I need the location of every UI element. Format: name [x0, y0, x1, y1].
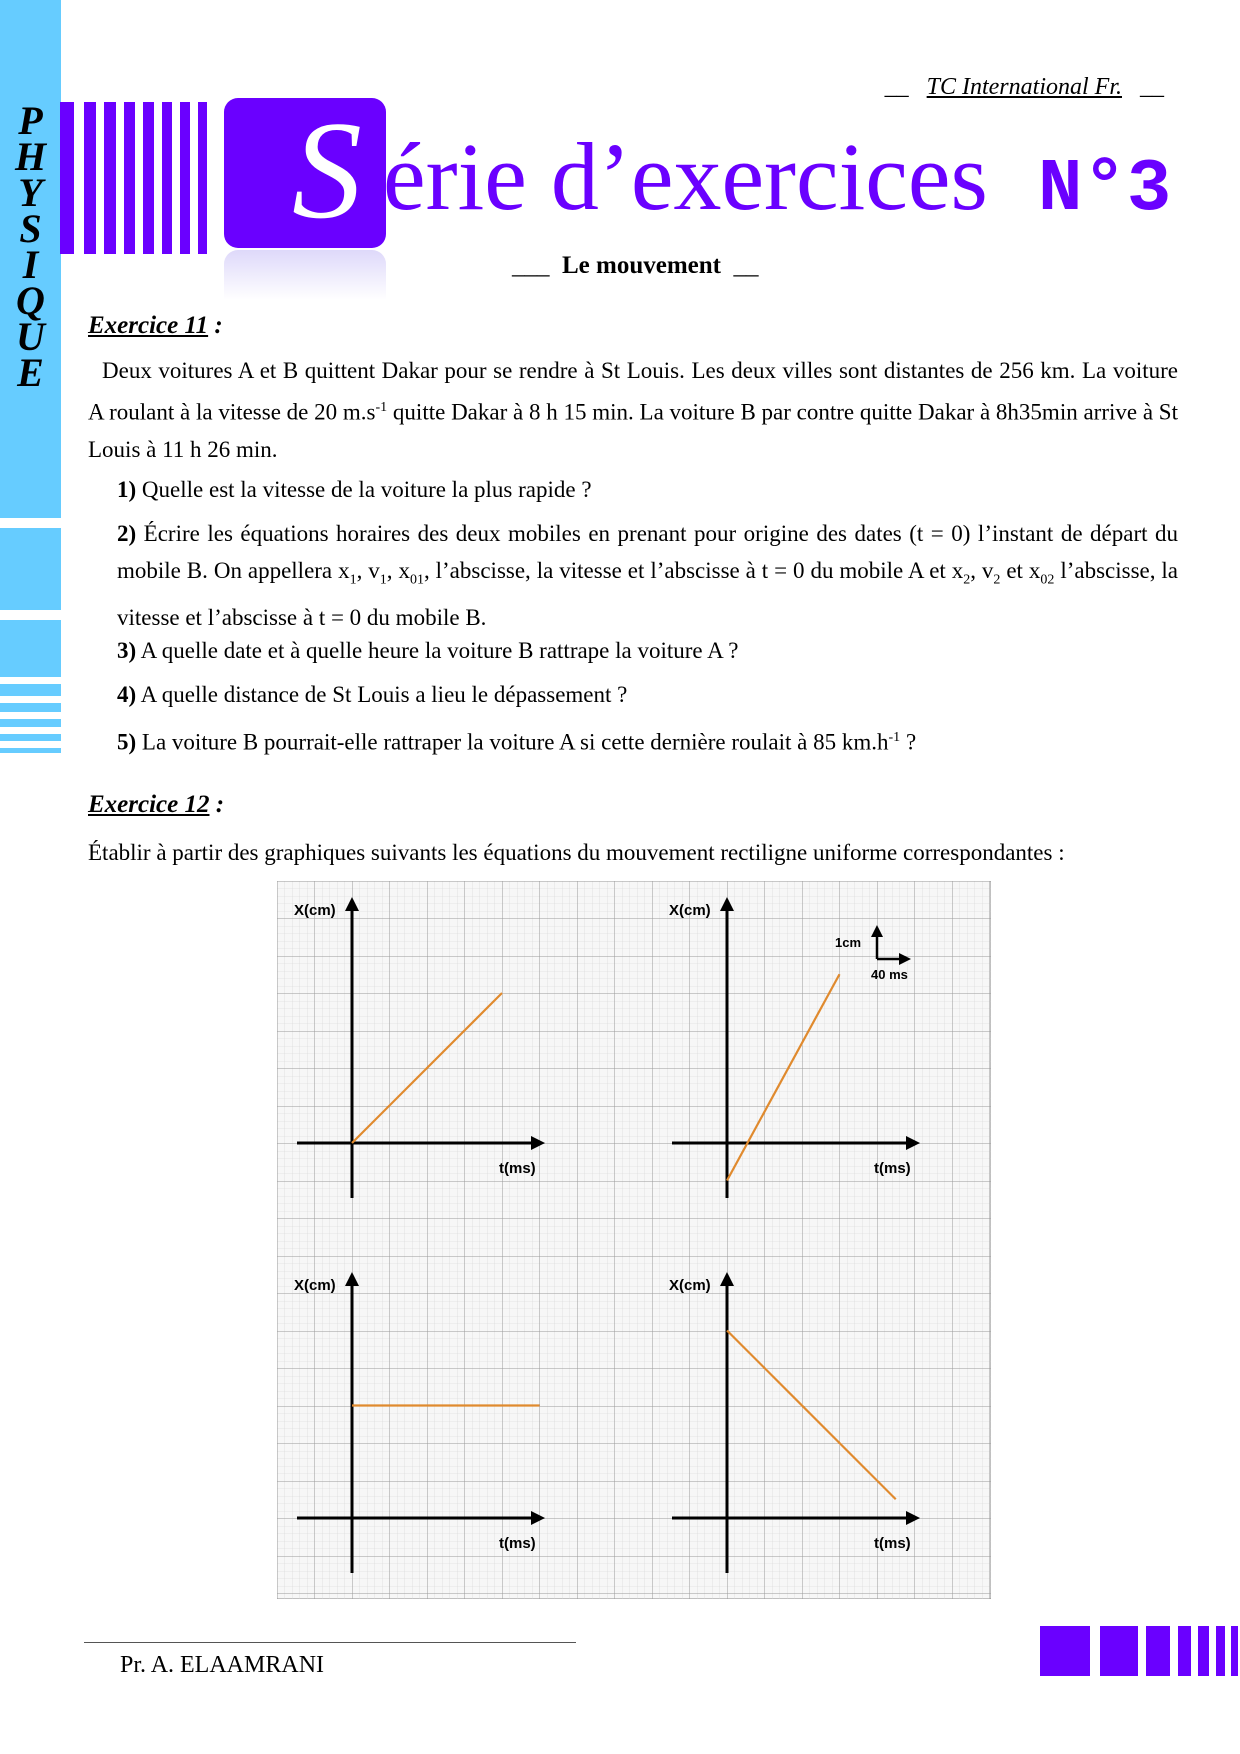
y-axis-label: X(cm): [669, 1277, 711, 1294]
y-axis-label: X(cm): [294, 1277, 336, 1294]
sidebar-block-1: [0, 528, 61, 610]
exercise-11-title: Exercice 11 :: [88, 312, 223, 339]
x-axis-label: t(ms): [874, 1160, 911, 1177]
title-reflection: [224, 250, 386, 300]
y-axis-label: X(cm): [294, 902, 336, 919]
scale-y-label: 1cm: [835, 935, 862, 950]
exercise-12-title: Exercice 12 :: [88, 791, 225, 818]
sidebar-letter: Y: [18, 170, 43, 215]
title-stripe: [143, 102, 154, 254]
scale-x-label: 40 ms: [871, 967, 908, 982]
title-stripe: [104, 102, 116, 254]
title-stripe: [198, 102, 207, 254]
footer-stripe: [1198, 1626, 1209, 1676]
series-number: N°3: [1038, 148, 1172, 232]
graph-grid: [277, 881, 991, 1599]
title-stripe: [162, 102, 172, 254]
title-initial: S: [292, 93, 362, 248]
sidebar-letter: H: [14, 134, 47, 179]
sidebar-letter: P: [18, 98, 43, 143]
title-stripe: [124, 102, 135, 254]
question-5: 5) La voiture B pourrait-elle rattraper la voiture A si cette dernière roulait à 85 $km.h^{-1}$ ?: [117, 729, 917, 755]
footer-stripe: [1216, 1626, 1225, 1676]
graphs-figure: [277, 881, 991, 1599]
sidebar-letter: U: [16, 314, 45, 359]
page-title: érie d’exercices: [383, 123, 988, 230]
sidebar-stripe-2: [0, 703, 61, 712]
exercise-12-instruction: Établir à partir des graphiques suivants les équations du mouvement rectiligne uniforme correspondantes :: [88, 840, 1065, 865]
title-stripe: [60, 102, 74, 254]
sidebar-letter: E: [17, 350, 44, 395]
footer-stripe: [1178, 1626, 1191, 1676]
footer-rule: [84, 1642, 576, 1643]
sidebar-stripe-1: [0, 684, 61, 696]
question-2: 2) Écrire les équations horaires des deux mobiles en prenant pour origine des dates (t = 0) l’instant de départ du mobile B. On appellera $x_1$, $v_1$, $x_{01}$, l’abscisse, la vitesse et l’abscisse à t = 0 du mobile A et $x_2$, $v_2$ et $x_{02}$ l’abscisse, la vitesse et l’abscisse à t = 0 du mobile B.: [117, 521, 1179, 630]
footer-stripe: [1100, 1626, 1138, 1676]
class-label: __ TC International Fr. __: [884, 74, 1164, 100]
title-stripe: [84, 102, 96, 254]
sidebar-stripe-3: [0, 719, 61, 727]
sidebar-block-2: [0, 620, 61, 677]
sidebar-letter: Q: [16, 278, 45, 323]
question-4: 4) A quelle distance de St Louis a lieu le dépassement ?: [117, 682, 628, 707]
exercise-11-statement: Deux voitures A et B quittent Dakar pour se rendre à St Louis. Les deux villes sont distantes de 256 km. La voiture A roulant à la vitesse de 20 $m.s^{-1}$ quitte Dakar à 8 h 15 min. La voiture B par contre quitte Dakar à 8h35min arrive à St Louis à 11 h 26 min.: [88, 358, 1178, 462]
sidebar-stripe-5: [0, 748, 61, 753]
sidebar-letter: I: [22, 242, 39, 287]
question-1: 1) Quelle est la vitesse de la voiture la plus rapide ?: [117, 477, 592, 502]
sidebar-letter: S: [19, 206, 42, 251]
x-axis-label: t(ms): [499, 1535, 536, 1552]
question-3: 3) A quelle date et à quelle heure la voiture B rattrape la voiture A ?: [117, 638, 739, 663]
x-axis-label: t(ms): [874, 1535, 911, 1552]
sidebar-stripe-4: [0, 734, 61, 741]
footer-author: Pr. A. ELAAMRANI: [120, 1652, 325, 1678]
y-axis-label: X(cm): [669, 902, 711, 919]
x-axis-label: t(ms): [499, 1160, 536, 1177]
footer-stripe: [1231, 1626, 1238, 1676]
title-stripe: [180, 102, 190, 254]
graphs-svg: [277, 881, 991, 1599]
footer-stripe: [1146, 1626, 1170, 1676]
page-subtitle: ___ Le mouvement __: [512, 252, 759, 279]
sidebar-subject: [0, 98, 61, 395]
footer-stripe: [1040, 1626, 1090, 1676]
